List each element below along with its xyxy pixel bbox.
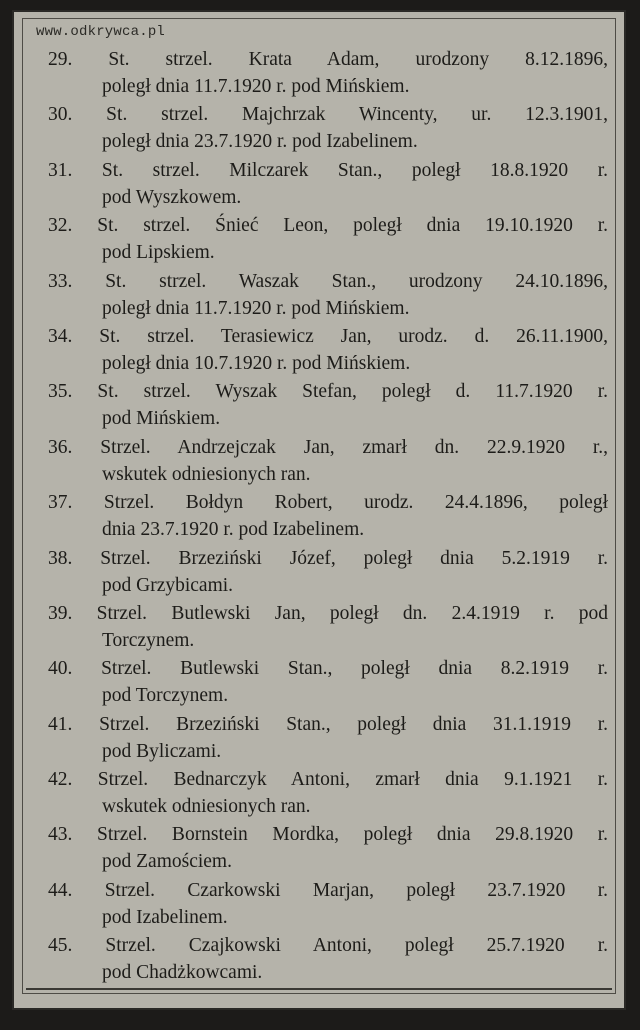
entry-line-2: poległ dnia 10.7.1920 r. pod Mińskiem. xyxy=(102,352,411,374)
list-item xyxy=(48,875,608,930)
entry-line-1: 33. St. strzel. Waszak Stan., urodzony 24.10.1896, xyxy=(48,270,608,292)
entry-line-1: 45. Strzel. Czajkowski Antoni, poległ 25.7.1920 r. xyxy=(48,935,608,957)
entry-line-1: 34. St. strzel. Terasiewicz Jan, urodz. d. 26.11.1900, xyxy=(48,325,608,347)
bottom-rule xyxy=(26,988,612,990)
entry-line-2: pod Lipskiem. xyxy=(102,242,215,264)
entry-line-1: 37. Strzel. Bołdyn Robert, urodz. 24.4.1896, poległ xyxy=(48,492,608,514)
entry-line-2: pod Zamościem. xyxy=(102,851,232,873)
list-item xyxy=(48,764,608,819)
list-item xyxy=(48,819,608,874)
entry-line-2: pod Mińskiem. xyxy=(102,408,221,430)
entry-line-1: 30. St. strzel. Majchrzak Wincenty, ur. 12.3.1901, xyxy=(48,104,608,126)
entry-line-1: 40. Strzel. Butlewski Stan., poległ dnia 8.2.1919 r. xyxy=(48,658,608,680)
entry-line-1: 41. Strzel. Brzeziński Stan., poległ dnia 31.1.1919 r. xyxy=(48,713,608,735)
entry-line-1: 29. St. strzel. Krata Adam, urodzony 8.12.1896, xyxy=(48,49,608,70)
entry-line-1: 31. St. strzel. Milczarek Stan., poległ 18.8.1920 r. xyxy=(48,159,608,181)
entry-line-2: poległ dnia 23.7.1920 r. pod Izabelinem. xyxy=(102,131,418,153)
entry-line-2: pod Wyszkowem. xyxy=(102,186,242,208)
entry-line-2: pod Torczynem. xyxy=(102,685,229,707)
list-item xyxy=(48,210,608,265)
list-item xyxy=(48,543,608,598)
list-item xyxy=(48,266,608,321)
entry-line-1: 43. Strzel. Bornstein Mordka, poległ dnia 29.8.1920 r. xyxy=(48,824,608,846)
entry-line-2: pod Chadżkowcami. xyxy=(102,962,263,984)
list-item xyxy=(48,487,608,542)
list-item xyxy=(48,321,608,376)
entry-line-1: 36. Strzel. Andrzejczak Jan, zmarł dn. 22.9.1920 r., xyxy=(48,436,608,458)
entry-line-2: pod Grzybicami. xyxy=(102,574,234,596)
entry-line-2: pod Izabelinem. xyxy=(102,906,228,928)
entry-line-2: wskutek odniesionych ran. xyxy=(102,463,311,485)
document-page xyxy=(12,10,626,1010)
list-item xyxy=(48,709,608,764)
casualty-list xyxy=(48,44,608,986)
entry-line-1: 38. Strzel. Brzeziński Józef, poległ dnia 5.2.1919 r. xyxy=(48,547,608,569)
entry-line-1: 44. Strzel. Czarkowski Marjan, poległ 23.7.1920 r. xyxy=(48,879,608,901)
entry-line-1: 42. Strzel. Bednarczyk Antoni, zmarł dnia 9.1.1921 r. xyxy=(48,769,608,791)
watermark-text: www.odkrywca.pl xyxy=(36,24,166,40)
entry-line-2: wskutek odniesionych ran. xyxy=(102,796,311,818)
entry-line-1: 35. St. strzel. Wyszak Stefan, poległ d. 11.7.1920 r. xyxy=(48,381,608,403)
entry-line-1: 39. Strzel. Butlewski Jan, poległ dn. 2.4.1919 r. pod xyxy=(48,602,608,624)
list-item xyxy=(48,44,608,99)
list-item xyxy=(48,598,608,653)
list-item xyxy=(48,376,608,431)
entry-line-2: Torczynem. xyxy=(102,629,195,651)
entry-line-2: poległ dnia 11.7.1920 r. pod Mińskiem. xyxy=(102,76,410,97)
list-item xyxy=(48,155,608,210)
list-item xyxy=(48,653,608,708)
list-item xyxy=(48,432,608,487)
list-item xyxy=(48,99,608,154)
entry-line-2: dnia 23.7.1920 r. pod Izabelinem. xyxy=(102,519,365,541)
entry-line-2: pod Byliczami. xyxy=(102,740,222,762)
list-item xyxy=(48,930,608,985)
entry-line-2: poległ dnia 11.7.1920 r. pod Mińskiem. xyxy=(102,297,410,319)
entry-line-1: 32. St. strzel. Śnieć Leon, poległ dnia 19.10.1920 r. xyxy=(48,215,608,237)
